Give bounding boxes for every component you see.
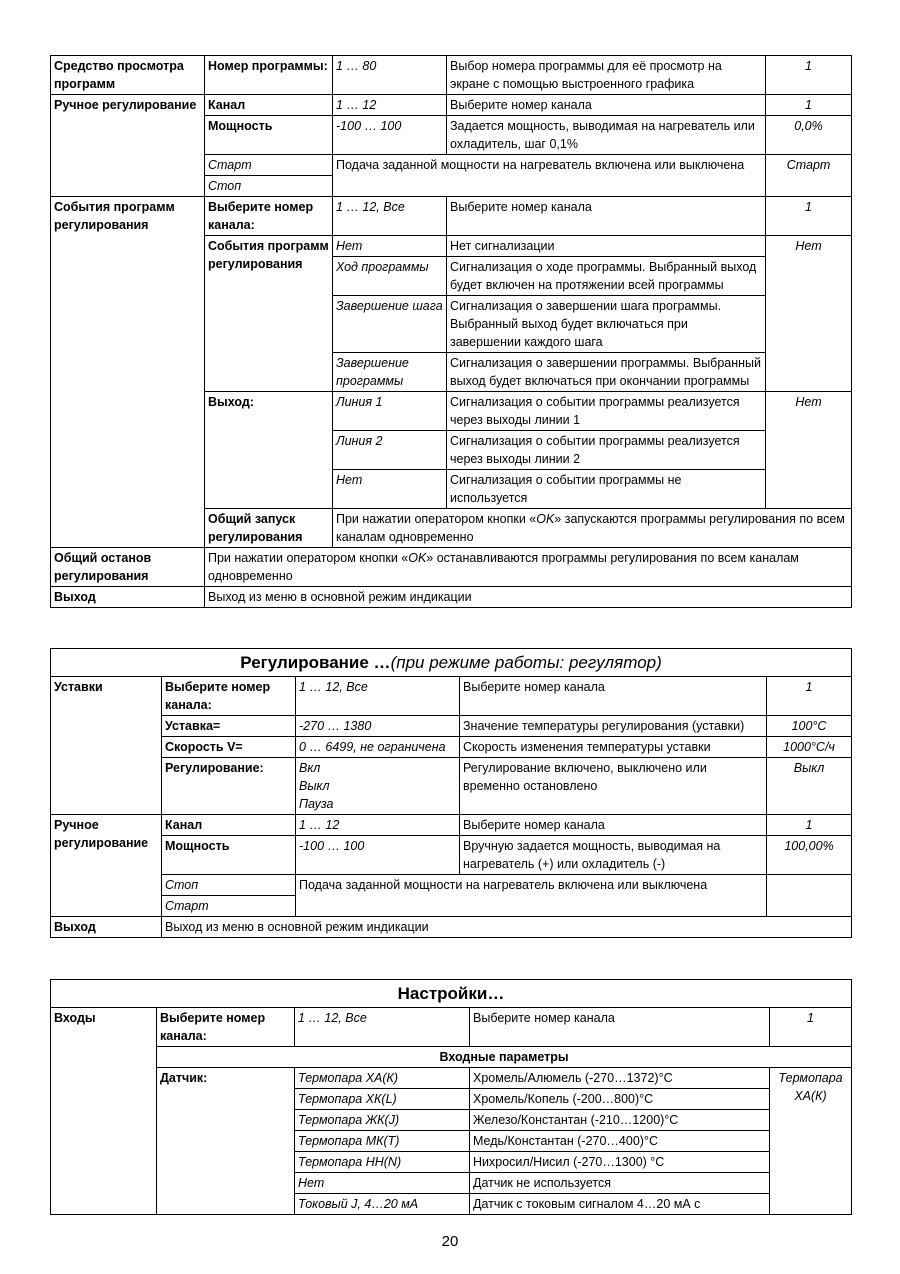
param-name: Канал <box>205 95 333 116</box>
subsection-title: Входные параметры <box>157 1047 852 1068</box>
param-range: -100 … 100 <box>333 116 447 155</box>
table-row <box>51 649 852 677</box>
param-name: Мощность <box>205 116 333 155</box>
menu-item-name: События программ регулирования <box>51 197 205 548</box>
param-name: Регулирование: <box>162 758 296 815</box>
table-row <box>51 56 852 95</box>
table-row <box>51 917 852 938</box>
param-default: 0,0% <box>766 116 852 155</box>
param-range: -270 … 1380 <box>296 716 460 737</box>
param-desc: Хромель/Алюмель (-270…1372)°С <box>470 1068 770 1089</box>
param-option: Термопара НН(N) <box>295 1152 470 1173</box>
param-option: Вкл <box>299 761 321 775</box>
param-range: 1 … 12, Все <box>295 1008 470 1047</box>
section-title: Настройки… <box>51 980 852 1008</box>
param-desc: Выход из меню в основной режим индикации <box>205 587 852 608</box>
param-option: Стоп <box>205 176 333 197</box>
table-row <box>51 836 852 875</box>
param-desc: Сигнализация о завершении шага программы. Выбранный выход будет включаться при завершении каждого шага <box>447 296 766 353</box>
param-range <box>296 758 460 815</box>
page-number: 20 <box>441 1233 459 1250</box>
program-menu-table <box>50 55 852 608</box>
table-row <box>51 197 852 236</box>
param-desc: Сигнализация о завершении программы. Выбранный выход будет включаться при окончании программы <box>447 353 766 392</box>
param-desc: Железо/Константан (-210…1200)°С <box>470 1110 770 1131</box>
regulation-menu-table <box>50 648 852 938</box>
param-desc: Выберите номер канала <box>470 1008 770 1047</box>
param-range: 1 … 12, Все <box>333 197 447 236</box>
table-row <box>51 716 852 737</box>
param-option: Термопара ХА(К) <box>295 1068 470 1089</box>
param-option: Линия 2 <box>333 431 447 470</box>
param-default: Нет <box>766 392 852 509</box>
param-name: Выберите номер канала: <box>162 677 296 716</box>
param-desc: Значение температуры регулирования (уставки) <box>460 716 767 737</box>
table-row <box>51 737 852 758</box>
param-name: Выберите номер канала: <box>157 1008 295 1047</box>
param-default: 1 <box>766 95 852 116</box>
param-desc: Хромель/Копель (-200…800)°С <box>470 1089 770 1110</box>
param-desc: Регулирование включено, выключено или временно остановлено <box>460 758 767 815</box>
param-desc: Задается мощность, выводимая на нагреватель или охладитель, шаг 0,1% <box>447 116 766 155</box>
param-range: 1 … 12 <box>333 95 447 116</box>
param-default: 100,00% <box>767 836 852 875</box>
param-desc: Выберите номер канала <box>447 95 766 116</box>
table-row <box>51 95 852 116</box>
param-range: 0 … 6499, не ограничена <box>296 737 460 758</box>
param-option: Термопара МК(Т) <box>295 1131 470 1152</box>
param-option: Ход программы <box>333 257 447 296</box>
param-default: 1 <box>767 815 852 836</box>
param-desc: Скорость изменения температуры уставки <box>460 737 767 758</box>
menu-item-name: Ручное регулирование <box>51 95 205 197</box>
param-default: Нет <box>766 236 852 392</box>
param-desc: При нажатии оператором кнопки «OK» останавливаются программы регулирования по всем каналам одновременно <box>205 548 852 587</box>
menu-item-name: Входы <box>51 1008 157 1215</box>
param-desc: Сигнализация о событии программы реализуется через выходы линии 2 <box>447 431 766 470</box>
param-option: Термопара ХК(L) <box>295 1089 470 1110</box>
param-name: Датчик: <box>157 1068 295 1215</box>
menu-item-name: Общий запуск регулирования <box>205 509 333 548</box>
param-default: Термопара ХА(К) <box>770 1068 852 1215</box>
param-option: Завершение программы <box>333 353 447 392</box>
table-row <box>51 677 852 716</box>
param-desc: Выберите номер канала <box>447 197 766 236</box>
menu-item-name: Выход <box>51 917 162 938</box>
menu-item-name: Ручное регулирование <box>51 815 162 917</box>
param-option: Стоп <box>162 875 296 896</box>
param-name: Выход: <box>205 392 333 509</box>
param-range: 1 … 80 <box>333 56 447 95</box>
param-default: 1 <box>770 1008 852 1047</box>
param-range: 1 … 12, Все <box>296 677 460 716</box>
param-desc: Нихросил/Нисил (-270…1300) °С <box>470 1152 770 1173</box>
param-desc: Выберите номер канала <box>460 677 767 716</box>
table-row <box>51 815 852 836</box>
param-option: Нет <box>333 470 447 509</box>
param-option: Старт <box>162 896 296 917</box>
param-default: 100°С <box>767 716 852 737</box>
param-desc: Выберите номер канала <box>460 815 767 836</box>
param-default: 1 <box>766 56 852 95</box>
param-option: Нет <box>295 1173 470 1194</box>
param-default: Выкл <box>767 758 852 815</box>
param-range: 1 … 12 <box>296 815 460 836</box>
table-row <box>51 548 852 587</box>
param-desc: Выбор номера программы для её просмотр на экране с помощью выстроенного графика <box>447 56 766 95</box>
param-option: Выкл <box>299 779 330 793</box>
param-desc: Сигнализация о событии программы не используется <box>447 470 766 509</box>
table-row <box>51 875 852 896</box>
menu-item-name: Уставки <box>51 677 162 815</box>
param-default: Старт <box>766 155 852 197</box>
menu-item-name: Средство просмотра программ <box>51 56 205 95</box>
param-desc: При нажатии оператором кнопки «OK» запускаются программы регулирования по всем каналам одновременно <box>333 509 852 548</box>
param-option: Токовый J, 4…20 мА <box>295 1194 470 1215</box>
param-desc: Вручную задается мощность, выводимая на нагреватель (+) или охладитель (-) <box>460 836 767 875</box>
param-option: Термопара ЖК(J) <box>295 1110 470 1131</box>
param-desc: Нет сигнализации <box>447 236 766 257</box>
table-row <box>51 980 852 1008</box>
param-option: Линия 1 <box>333 392 447 431</box>
table-row <box>51 1008 852 1047</box>
param-desc: Сигнализация о событии программы реализуется через выходы линии 1 <box>447 392 766 431</box>
menu-item-name: Выход <box>51 587 205 608</box>
param-default: 1 <box>767 677 852 716</box>
table-row <box>51 587 852 608</box>
table-row <box>51 1068 852 1089</box>
param-name: Мощность <box>162 836 296 875</box>
param-desc: Датчик с токовым сигналом 4…20 мА с <box>470 1194 770 1215</box>
param-desc: Подача заданной мощности на нагреватель включена или выключена <box>333 155 766 197</box>
param-desc: Выход из меню в основной режим индикации <box>162 917 852 938</box>
param-name: Номер программы: <box>205 56 333 95</box>
param-desc: Подача заданной мощности на нагреватель включена или выключена <box>296 875 767 917</box>
param-name: Уставка= <box>162 716 296 737</box>
param-default <box>767 875 852 917</box>
param-option: Пауза <box>299 797 334 811</box>
param-default: 1 <box>766 197 852 236</box>
section-title: Регулирование …(при режиме работы: регулятор) <box>51 649 852 677</box>
param-option: Старт <box>205 155 333 176</box>
menu-item-name: Общий останов регулирования <box>51 548 205 587</box>
table-row <box>51 758 852 815</box>
param-option: Нет <box>333 236 447 257</box>
param-default: 1000°С/ч <box>767 737 852 758</box>
param-desc: Медь/Константан (-270…400)°С <box>470 1131 770 1152</box>
param-name: Канал <box>162 815 296 836</box>
table-row <box>51 1047 852 1068</box>
param-option: Завершение шага <box>333 296 447 353</box>
param-name: События программ регулирования <box>205 236 333 392</box>
param-range: -100 … 100 <box>296 836 460 875</box>
param-desc: Сигнализация о ходе программы. Выбранный выход будет включен на протяжении всей программы <box>447 257 766 296</box>
param-name: Скорость V= <box>162 737 296 758</box>
settings-menu-table <box>50 979 852 1215</box>
param-name: Выберите номер канала: <box>205 197 333 236</box>
param-desc: Датчик не используется <box>470 1173 770 1194</box>
